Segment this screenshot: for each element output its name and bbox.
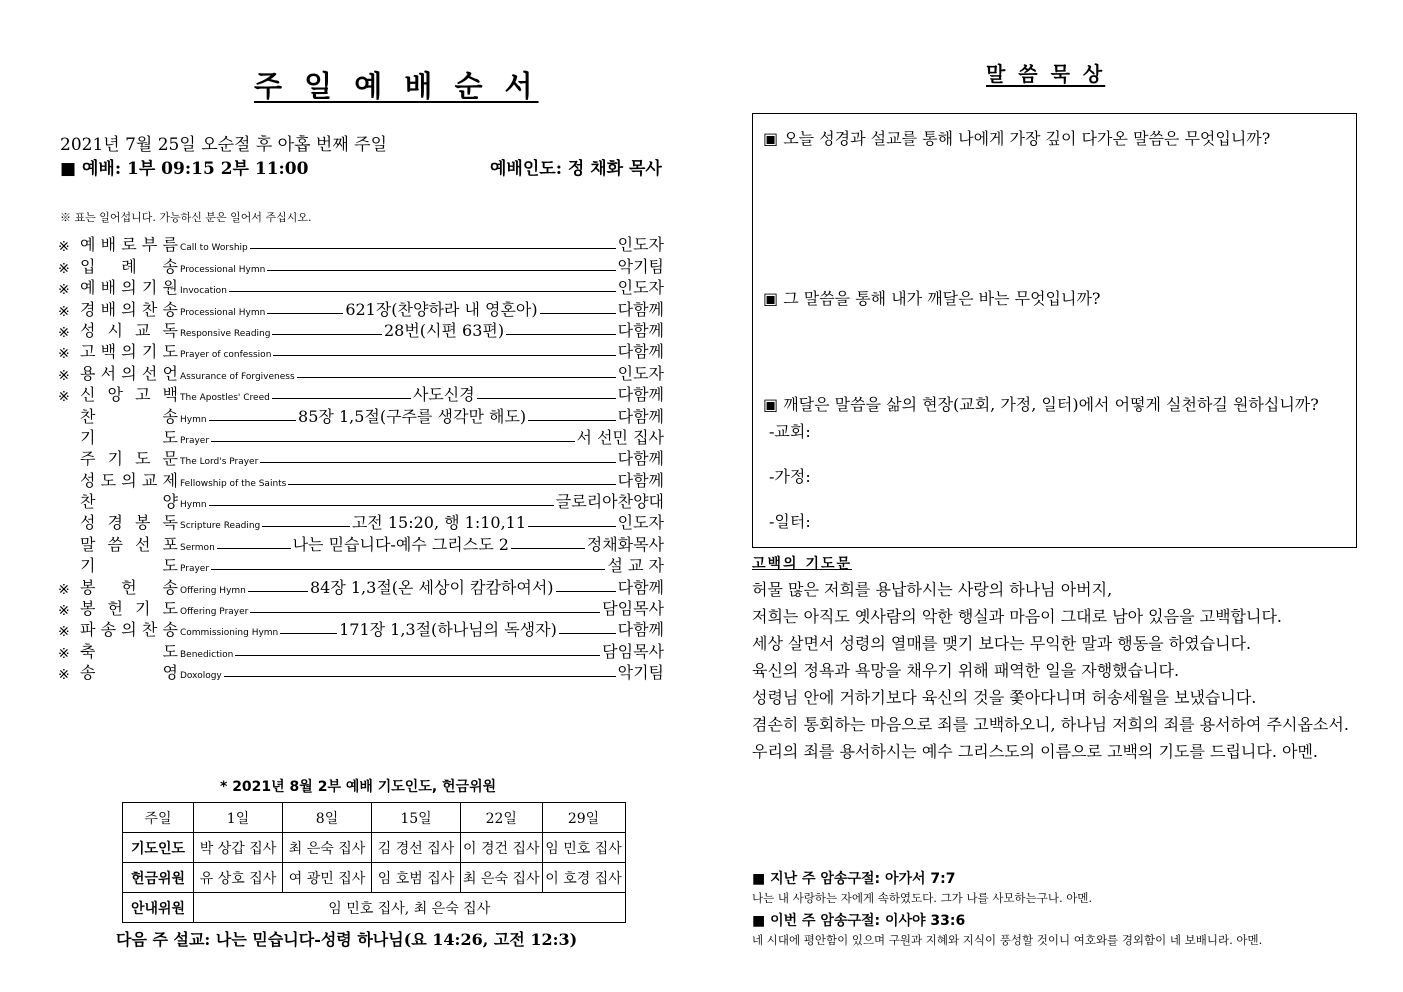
order-item-english: Assurance of Forgiveness: [180, 371, 295, 382]
schedule-table: [122, 802, 626, 923]
order-item-name: 파 송 의 찬 송: [80, 620, 178, 640]
order-item-english: The Apostles' Creed: [180, 393, 270, 404]
order-row: [58, 384, 664, 405]
leader-line: [297, 377, 616, 378]
standing-mark: ※: [58, 645, 70, 662]
order-item-english: Processional Hymn: [180, 307, 266, 318]
schedule-row: [123, 863, 626, 893]
leader-line: [288, 484, 615, 485]
schedule-cell: 박 상갑 집사: [194, 833, 283, 863]
schedule-row-label: 기도인도: [123, 833, 194, 863]
standing-mark: ※: [58, 667, 70, 684]
schedule-cell: 최 은숙 집사: [283, 833, 372, 863]
standing-mark: ※: [58, 282, 70, 299]
standing-mark: ※: [58, 303, 70, 320]
leader-line: [511, 548, 585, 549]
order-item-responsible: 인도자: [617, 513, 665, 533]
order-item-name: 성 도 의 교 제: [80, 470, 178, 490]
order-item-english: The Lord's Prayer: [180, 457, 259, 468]
leader-line: [528, 526, 616, 527]
order-item-responsible: 담임목사: [602, 641, 664, 661]
schedule-header-row: [123, 803, 626, 833]
order-item-detail: 84장 1,3절(온 세상이 캄캄하여서): [309, 577, 554, 597]
schedule-cell: 여 광민 집사: [283, 863, 372, 893]
question-2: ▣ 그 말씀을 통해 내가 깨달은 바는 무엇입니까?: [763, 289, 1101, 308]
leader-line: [260, 462, 615, 463]
worship-leader: 예배인도: 정 채화 목사: [490, 159, 662, 179]
order-row: [58, 320, 664, 341]
order-item-name: 용 서 의 선 언: [80, 363, 178, 383]
order-row: [58, 234, 664, 255]
schedule-header-cell: 15일: [372, 803, 461, 833]
order-row: [58, 491, 664, 512]
leader-line: [267, 313, 343, 314]
order-item-name: 주 기 도 문: [80, 449, 178, 469]
order-item-english: Hymn: [180, 500, 207, 511]
schedule-usher-row: [123, 893, 626, 923]
order-row: [58, 576, 664, 597]
order-item-name: 기 도: [80, 427, 178, 447]
standing-mark: ※: [58, 260, 70, 277]
prayer-line: 겸손히 통회하는 마음으로 죄를 고백하오니, 하나님 저희의 죄를 용서하여 주시옵소서.: [752, 715, 1349, 734]
schedule-header-cell: 1일: [194, 803, 283, 833]
order-item-responsible: 정채화목사: [586, 534, 665, 554]
order-item-responsible: 다함께: [617, 320, 665, 340]
schedule-row: [123, 833, 626, 863]
order-item-responsible: 다함께: [617, 620, 665, 640]
leader-line: [211, 441, 574, 442]
order-item-name: 예 배 의 기 원: [80, 278, 178, 298]
order-row: [58, 277, 664, 298]
order-item-responsible: 설 교 자: [607, 556, 664, 576]
prayer-line: 허물 많은 저희를 용납하시는 사랑의 하나님 아버지,: [752, 580, 1113, 599]
schedule-header-cell: 8일: [283, 803, 372, 833]
order-item-responsible: 서 선민 집사: [576, 427, 664, 447]
leader-line: [528, 420, 615, 421]
prayer-line: 세상 살면서 성령의 열매를 맺기 보다는 무익한 말과 행동을 하였습니다.: [752, 634, 1252, 653]
order-row: [58, 619, 664, 640]
leader-line: [211, 569, 605, 570]
order-item-english: Doxology: [180, 671, 222, 682]
order-item-responsible: 다함께: [617, 385, 665, 405]
order-item-english: Scripture Reading: [180, 521, 261, 532]
order-row: [58, 255, 664, 276]
order-item-name: 고 백 의 기 도: [80, 342, 178, 362]
leader-line: [209, 505, 554, 506]
order-row: [58, 512, 664, 533]
memory-verse-last-heading: ■ 지난 주 암송구절: 아가서 7:7: [752, 871, 956, 887]
order-item-english: Fellowship of the Saints: [180, 478, 287, 489]
meditation-box: [752, 113, 1357, 548]
order-row: [58, 469, 664, 490]
order-item-responsible: 글로리아찬양대: [555, 492, 664, 512]
order-item-responsible: 인도자: [617, 235, 664, 255]
schedule-cell: 유 상호 집사: [194, 863, 283, 893]
order-row: [58, 533, 664, 554]
leader-line: [272, 334, 382, 335]
order-row: [58, 640, 664, 661]
order-item-english: Sermon: [180, 542, 215, 553]
order-item-english: Prayer of confession: [180, 350, 272, 361]
order-item-name: 신 앙 고 백: [80, 385, 178, 405]
leader-line: [235, 655, 600, 656]
order-item-english: Prayer: [180, 435, 210, 446]
service-times: ■ 예배: 1부 09:15 2부 11:00: [60, 159, 309, 179]
leader-line: [262, 526, 350, 527]
order-item-responsible: 악기팀: [617, 256, 664, 276]
order-item-responsible: 다함께: [617, 577, 665, 597]
leader-line: [229, 291, 616, 292]
order-item-responsible: 인도자: [617, 363, 664, 383]
order-row: [58, 405, 664, 426]
order-item-name: 봉 헌 송: [80, 577, 178, 597]
order-row: [58, 427, 664, 448]
memory-verse-this-heading: ■ 이번 주 암송구절: 이사야 33:6: [752, 913, 966, 929]
order-item-detail: 나는 믿습니다-예수 그리스도 2: [292, 534, 509, 554]
order-item-name: 찬 양: [80, 492, 178, 512]
leader-line: [217, 548, 291, 549]
standing-mark: ※: [58, 367, 70, 384]
leader-line: [224, 676, 616, 677]
next-sermon: 다음 주 설교: 나는 믿습니다-성령 하나님(요 14:26, 고전 12:3): [116, 930, 578, 949]
standing-mark: ※: [58, 624, 70, 641]
order-item-responsible: 다함께: [617, 342, 664, 362]
order-item-english: Offering Hymn: [180, 585, 246, 596]
page-title: 주 일 예 배 순 서: [254, 69, 539, 103]
order-item-english: Call to Worship: [180, 243, 248, 254]
prayer-line: 저희는 아직도 옛사람의 악한 행실과 마음이 그대로 남아 있음을 고백합니다.: [752, 607, 1282, 626]
order-row: [58, 598, 664, 619]
schedule-header-cell: 29일: [542, 803, 625, 833]
schedule-header-cell: 주일: [123, 803, 194, 833]
order-item-name: 경 배 의 찬 송: [80, 299, 178, 319]
order-row: [58, 662, 664, 683]
prayer-line: 육신의 정욕과 욕망을 채우기 위해 패역한 일을 자행했습니다.: [752, 661, 1180, 680]
order-row: [58, 555, 664, 576]
order-item-detail: 621장(찬양하라 내 영혼아): [345, 299, 538, 319]
order-item-responsible: 악기팀: [617, 663, 664, 683]
standing-mark: ※: [58, 324, 70, 341]
leader-line: [559, 633, 616, 634]
order-item-name: 봉 헌 기 도: [80, 599, 178, 619]
order-item-name: 성 시 교 독: [80, 320, 178, 340]
schedule-title: * 2021년 8월 2부 예배 기도인도, 헌금위원: [220, 779, 497, 795]
answer-work: -일터:: [769, 512, 811, 531]
leader-line: [209, 420, 296, 421]
order-item-responsible: 다함께: [617, 406, 664, 426]
prayer-title: 고백의 기도문: [752, 556, 853, 572]
leader-line: [540, 313, 616, 314]
leader-line: [556, 591, 616, 592]
order-item-responsible: 다함께: [617, 449, 664, 469]
order-item-english: Prayer: [180, 564, 210, 575]
order-item-detail: 사도신경: [412, 385, 475, 405]
date-line: 2021년 7월 25일 오순절 후 아홉 번째 주일: [60, 135, 388, 155]
question-1: ▣ 오늘 성경과 설교를 통해 나에게 가장 깊이 다가온 말씀은 무엇입니까?: [763, 129, 1271, 148]
order-item-detail: 171장 1,3절(하나님의 독생자): [339, 620, 557, 640]
order-item-name: 찬 송: [80, 406, 178, 426]
leader-line: [477, 398, 616, 399]
order-item-english: Benediction: [180, 649, 234, 660]
order-item-detail: 고전 15:20, 행 1:10,11: [351, 513, 527, 533]
leader-line: [250, 248, 616, 249]
order-item-name: 입 례 송: [80, 256, 178, 276]
answer-home: -가정:: [769, 467, 811, 486]
schedule-cell: 이 호경 집사: [542, 863, 625, 893]
standing-mark: ※: [58, 603, 70, 620]
usher-value: 임 민호 집사, 최 은숙 집사: [194, 893, 626, 923]
order-item-responsible: 인도자: [617, 278, 664, 298]
memory-verse-last-text: 나는 내 사랑하는 자에게 속하였도다. 그가 나를 사모하는구나. 아멘.: [752, 891, 1093, 905]
order-item-english: Processional Hymn: [180, 264, 266, 275]
order-item-name: 성 경 봉 독: [80, 513, 178, 533]
schedule-row-label: 헌금위원: [123, 863, 194, 893]
schedule-header-cell: 22일: [461, 803, 543, 833]
order-item-name: 기 도: [80, 556, 178, 576]
order-item-detail: 28번(시편 63편): [383, 320, 505, 340]
schedule-cell: 이 경건 집사: [461, 833, 543, 863]
schedule-cell: 최 은숙 집사: [461, 863, 543, 893]
order-item-name: 예 배 로 부 름: [80, 235, 178, 255]
order-row: [58, 298, 664, 319]
schedule-cell: 김 경선 집사: [372, 833, 461, 863]
schedule-cell: 임 민호 집사: [542, 833, 625, 863]
leader-line: [273, 355, 615, 356]
order-item-name: 축 도: [80, 641, 178, 661]
standing-mark: ※: [58, 239, 70, 256]
leader-line: [506, 334, 616, 335]
memory-verse-this-text: 네 시대에 평안함이 있으며 구원과 지혜와 지식이 풍성할 것이니 여호와를 경외함이 네 보배니라. 아멘.: [752, 933, 1263, 947]
order-item-detail: 85장 1,5절(구주를 생각만 해도): [298, 406, 527, 426]
order-item-name: 송 영: [80, 663, 178, 683]
leader-line: [250, 612, 600, 613]
standing-mark: ※: [58, 389, 70, 406]
question-3: ▣ 깨달은 말씀을 삶의 현장(교회, 가정, 일터)에서 어떻게 실천하길 원하십니까?: [763, 395, 1319, 414]
leader-line: [280, 633, 337, 634]
standing-mark: ※: [58, 581, 70, 598]
usher-label: 안내위원: [123, 893, 194, 923]
order-item-responsible: 다함께: [617, 299, 665, 319]
meditation-title: 말 씀 묵 상: [986, 62, 1106, 86]
order-of-worship: [58, 234, 664, 683]
prayer-line: 성령님 안에 거하기보다 육신의 것을 쫓아다니며 허송세월을 보냈습니다.: [752, 688, 1257, 707]
prayer-line: 우리의 죄를 용서하시는 예수 그리스도의 이름으로 고백의 기도를 드립니다. 아멘.: [752, 742, 1318, 761]
order-row: [58, 341, 664, 362]
answer-church: -교회:: [769, 422, 811, 441]
order-item-english: Responsive Reading: [180, 328, 271, 339]
order-item-english: Commissioning Hymn: [180, 628, 279, 639]
schedule-cell: 임 호범 집사: [372, 863, 461, 893]
order-item-name: 말 씀 선 포: [80, 534, 178, 554]
leader-line: [248, 591, 308, 592]
order-item-responsible: 다함께: [617, 470, 664, 490]
standing-mark: ※: [58, 346, 70, 363]
standing-note: ※ 표는 일어섭니다. 가능하신 분은 일어서 주십시오.: [60, 211, 312, 224]
order-item-responsible: 담임목사: [602, 599, 664, 619]
order-row: [58, 362, 664, 383]
order-row: [58, 448, 664, 469]
leader-line: [272, 398, 411, 399]
order-item-english: Offering Prayer: [180, 607, 249, 618]
leader-line: [267, 270, 615, 271]
order-item-english: Hymn: [180, 414, 207, 425]
order-item-english: Invocation: [180, 286, 227, 297]
